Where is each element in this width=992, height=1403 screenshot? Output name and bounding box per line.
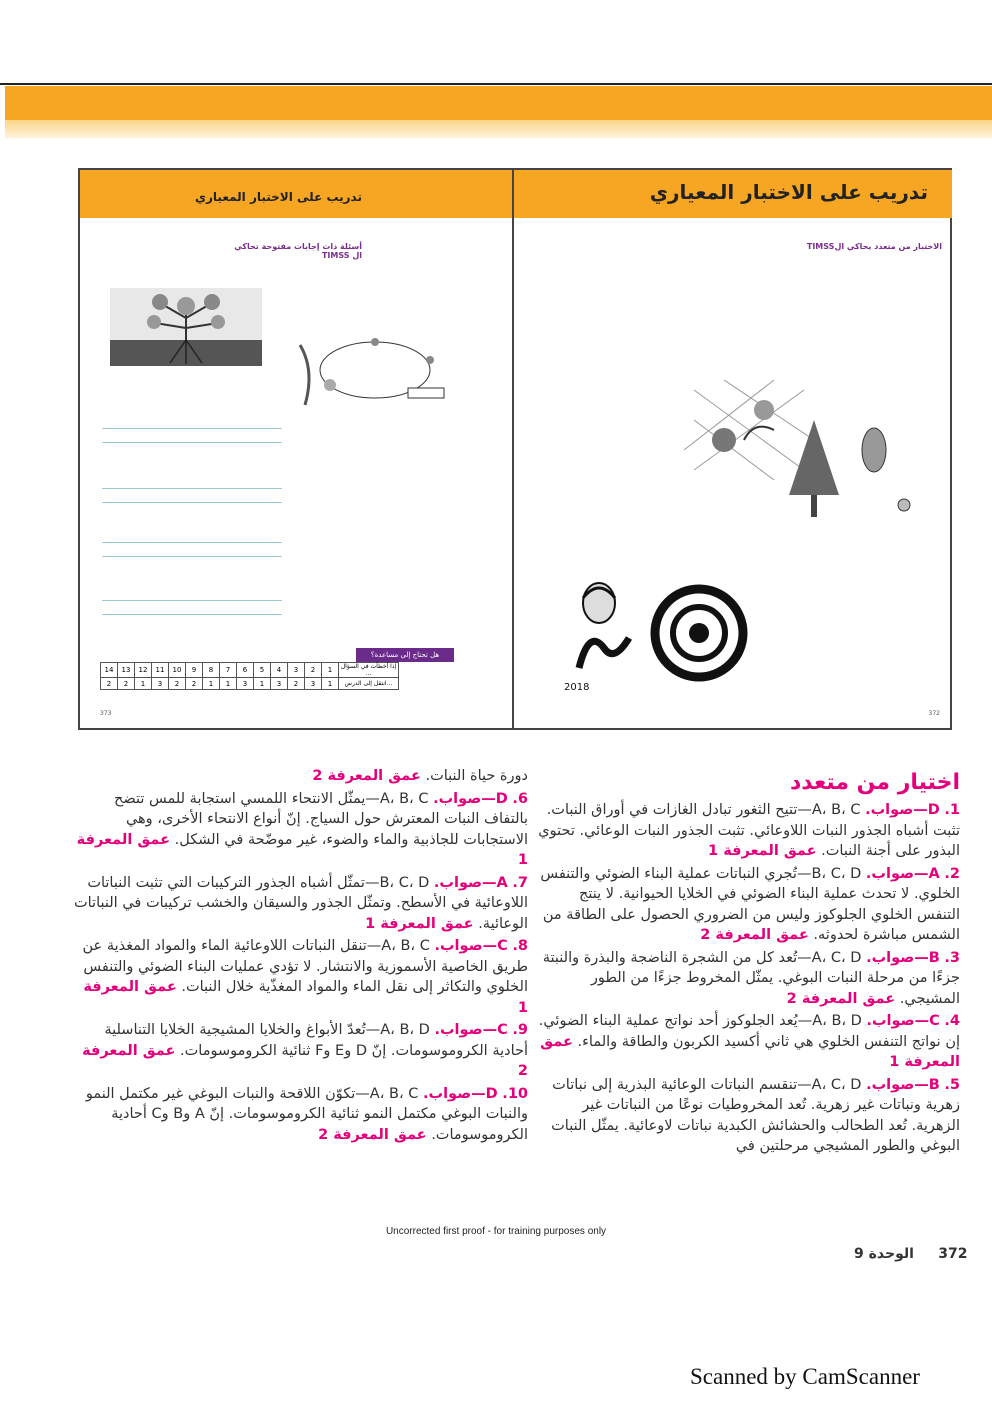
answer-line: [102, 556, 282, 557]
answer-item: دورة حياة النبات. عمق المعرفة 2: [312, 768, 528, 784]
answer-line: [102, 542, 282, 543]
header-band-fade: [5, 120, 992, 138]
answer-line: [102, 502, 282, 503]
proof-notice: Uncorrected first proof - for training purposes only: [385, 1226, 607, 1237]
score-row: 14 13 12 11 10 9 8 7 6 5 4 3 2 1 إذا أخطأت في السؤال ...: [101, 663, 399, 678]
scan-right-page: [514, 170, 952, 728]
page-footer: [854, 1246, 968, 1262]
scan-left-page: [80, 170, 514, 728]
answer-item: 5. B—صواب. A، C، D—تنقسم النباتات الوعائية البذرية إلى نباتات زهرية ونباتات غير زهرية. تُعد المخروطيات نوعًا من النباتات غير الزهرية. تُعد الطحالب والحشائش الكبدية نباتات لاوعائية. يمثّل النبات البوغي والطور المشيجي مرحلتين في: [551, 1076, 960, 1154]
fakhr-al-watan-logo: [644, 575, 754, 690]
answer-line: [102, 600, 282, 601]
answer-item: 4. C—صواب. A، B، D—يُعد الجلوكوز أحد نواتج عملية البناء الضوئي. إن نواتج التنفس الخلوي هي ثاني أكسيد الكربون والطاقة والماء. عمق المعرفة 1: [538, 1013, 960, 1070]
answer-item: 2. A—صواب. B، C، D—تُجري النباتات عملية البناء الضوئي والتنفس الخلوي. لا تحدث عملية البناء الضوئي في الخلايا الحيوانية. لا ينتج التنفس الخلوي الجلوكوز وليس من الضروري الحصول على الطاقة من الشمس مباشرة لحدوثه. عمق المعرفة 2: [540, 865, 960, 943]
help-box: هل تحتاج إلى مساعدة؟: [356, 648, 454, 662]
top-rule: [0, 83, 992, 85]
life-cycle-diagram: [290, 330, 460, 410]
scan-right-subhead: الاختبار من متعدد يحاكي الTIMSS: [806, 242, 942, 251]
answer-item: 7. A—صواب. B، C، D—تمثّل أشباه الجذور التركيبات التي تثبت النباتات اللاوعائية في الأسطح. وتمثّل الجذور والسيقان والخشب تركيبات في النباتات الوعائية. عمق المعرفة 1: [73, 874, 528, 932]
answer-item: 6. D—صواب. A، B، C—يمثّل الانتحاء اللمسي استجابة للمس تتضح بالتفاف النبات المعترش حول السياج. إنّ أنواع الانتحاء الأخرى، وهي الاستجابات للجاذبية والماء والضوء، غير موضّحة في الشكل. عمق المعرفة 1: [76, 790, 528, 868]
answer-item: 9. C—صواب. A، B، D—تُعدّ الأبواغ والخلايا المشيجية الخلايا التناسلية أحادية الكروموسومات. إنّ D وE وF ثنائية الكروموسومات. عمق المعرفة 2: [82, 1022, 528, 1079]
page-number: 372: [938, 1246, 968, 1262]
score-row: 2 2 1 3 2 2 1 1 3 1 3 2 3 1 انتقل إلى الدرس...: [101, 678, 399, 690]
answer-line: [102, 442, 282, 443]
stamp-year: 2018: [564, 682, 590, 693]
answer-item: 10. D—صواب. A، B، C—تكوّن اللاقحة والنبات البوغي غير مكتمل النمو والنبات البوغي مكتمل النمو ثنائية الكروموسومات. إنّ A وB وC أحادية الكروموسومات. عمق المعرفة 2: [85, 1085, 528, 1143]
answer-column-right: [538, 768, 960, 1159]
answer-line: [102, 428, 282, 429]
zayed-2018-logo: [559, 568, 639, 688]
answer-line: [102, 488, 282, 489]
unit-label: الوحدة 9: [854, 1246, 914, 1262]
scan-left-title: تدريب على الاختبار المعياري: [195, 190, 362, 204]
scan-left-page-number: 373: [100, 710, 112, 717]
score-table: [100, 662, 399, 690]
scan-left-subhead: أسئلة ذات إجابات مفتوحة تحاكي ال TIMSS: [234, 242, 362, 260]
answer-column-left: [74, 766, 528, 1147]
answer-item: 3. B—صواب. A، C، D—تُعد كل من الشجرة الناضجة والبذرة والنبتة جزءًا من مرحلة النبات البوغي. يمثّل المخروط جزءًا من الطور المشيجي. عمق المعرفة 2: [542, 949, 960, 1007]
answer-item: 1. D—صواب. A، B، C—تتيح الثغور تبادل الغازات في أوراق النبات. تثبت أشباه الجذور النبات اللاوعائي. تثبت الجذور النبات الوعائي. تحتوي البذور على أجنة النبات. عمق المعرفة 1: [538, 802, 960, 859]
scan-right-header: [514, 170, 952, 218]
plant-photo: [110, 288, 262, 366]
scan-left-header: [80, 170, 512, 218]
answer-line: [102, 614, 282, 615]
answers-title: اختيار من متعدد: [789, 770, 960, 795]
scanner-watermark: Scanned by CamScanner: [690, 1364, 920, 1389]
scanned-spread: [78, 168, 952, 730]
pine-tree-drawing: [784, 415, 924, 525]
scan-right-page-number: 372: [928, 710, 940, 717]
scan-right-title: تدريب على الاختبار المعياري: [649, 180, 928, 204]
header-band: [5, 86, 992, 120]
answer-item: 8. C—صواب. A، B، C—تنقل النباتات اللاوعائية الماء والمواد المغذية عن طريق الخاصية الأسموزية والانتشار. لا تؤدي عمليات البناء الضوئي والتنفس الخلوي والتكاثر إلى نقل الماء والمواد المغذّية خلال النبات. عمق المعرفة 1: [82, 938, 528, 1016]
